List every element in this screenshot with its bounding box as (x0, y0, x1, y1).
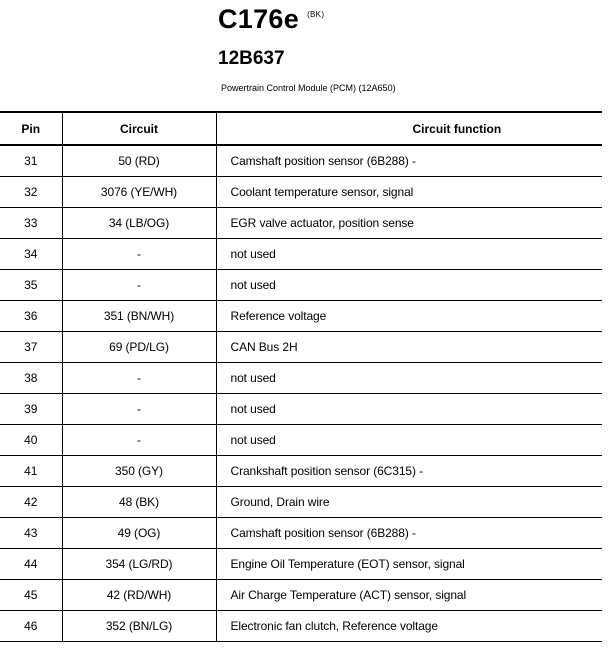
function-cell: CAN Bus 2H (216, 332, 602, 363)
pin-cell: 32 (0, 177, 62, 208)
circuit-cell: 50 (RD) (62, 145, 216, 177)
table-row (0, 580, 602, 611)
pin-cell: 33 (0, 208, 62, 239)
table-row (0, 549, 602, 580)
function-cell: not used (216, 394, 602, 425)
table-row (0, 239, 602, 270)
table-row (0, 363, 602, 394)
pin-cell: 36 (0, 301, 62, 332)
function-cell: Engine Oil Temperature (EOT) sensor, signal (216, 549, 602, 580)
circuit-cell: - (62, 425, 216, 456)
column-header-circuit: Circuit (62, 112, 216, 145)
function-cell: not used (216, 270, 602, 301)
table-row (0, 332, 602, 363)
circuit-cell: 34 (LB/OG) (62, 208, 216, 239)
function-cell: Ground, Drain wire (216, 487, 602, 518)
pin-cell: 41 (0, 456, 62, 487)
function-cell: Coolant temperature sensor, signal (216, 177, 602, 208)
function-cell: Camshaft position sensor (6B288) - (216, 145, 602, 177)
function-cell: EGR valve actuator, position sense (216, 208, 602, 239)
pin-cell: 46 (0, 611, 62, 642)
circuit-cell: - (62, 239, 216, 270)
circuit-cell: - (62, 394, 216, 425)
circuit-cell: - (62, 270, 216, 301)
circuit-cell: 354 (LG/RD) (62, 549, 216, 580)
pin-cell: 37 (0, 332, 62, 363)
pin-cell: 42 (0, 487, 62, 518)
table-row (0, 487, 602, 518)
connector-color: (BK) (307, 10, 325, 19)
part-number: 12B637 (218, 48, 285, 69)
circuit-cell: 49 (OG) (62, 518, 216, 549)
circuit-cell: 42 (RD/WH) (62, 580, 216, 611)
circuit-cell: - (62, 363, 216, 394)
pin-cell: 34 (0, 239, 62, 270)
table-row (0, 425, 602, 456)
table-row (0, 394, 602, 425)
pin-cell: 31 (0, 145, 62, 177)
pin-cell: 44 (0, 549, 62, 580)
circuit-cell: 352 (BN/LG) (62, 611, 216, 642)
table-row (0, 301, 602, 332)
function-cell: not used (216, 425, 602, 456)
pin-cell: 45 (0, 580, 62, 611)
function-cell: not used (216, 239, 602, 270)
table-row (0, 208, 602, 239)
circuit-cell: 351 (BN/WH) (62, 301, 216, 332)
circuit-cell: 48 (BK) (62, 487, 216, 518)
function-cell: Reference voltage (216, 301, 602, 332)
component-description: Powertrain Control Module (PCM) (12A650) (221, 83, 396, 93)
function-cell: not used (216, 363, 602, 394)
connector-title (218, 4, 324, 35)
table-row (0, 456, 602, 487)
circuit-cell: 3076 (YE/WH) (62, 177, 216, 208)
connector-id: C176e (218, 4, 300, 34)
pin-cell: 35 (0, 270, 62, 301)
pin-cell: 43 (0, 518, 62, 549)
circuit-cell: 350 (GY) (62, 456, 216, 487)
table-row (0, 270, 602, 301)
table-header-row (0, 112, 602, 145)
pin-cell: 39 (0, 394, 62, 425)
table-row (0, 177, 602, 208)
function-cell: Crankshaft position sensor (6C315) - (216, 456, 602, 487)
column-header-circuit-function: Circuit function (216, 112, 602, 145)
pin-cell: 38 (0, 363, 62, 394)
column-header-pin: Pin (0, 112, 62, 145)
pin-cell: 40 (0, 425, 62, 456)
function-cell: Camshaft position sensor (6B288) - (216, 518, 602, 549)
circuit-cell: 69 (PD/LG) (62, 332, 216, 363)
function-cell: Electronic fan clutch, Reference voltage (216, 611, 602, 642)
table-row (0, 518, 602, 549)
pinout-table (0, 111, 602, 642)
table-row (0, 145, 602, 177)
table-row (0, 611, 602, 642)
function-cell: Air Charge Temperature (ACT) sensor, signal (216, 580, 602, 611)
